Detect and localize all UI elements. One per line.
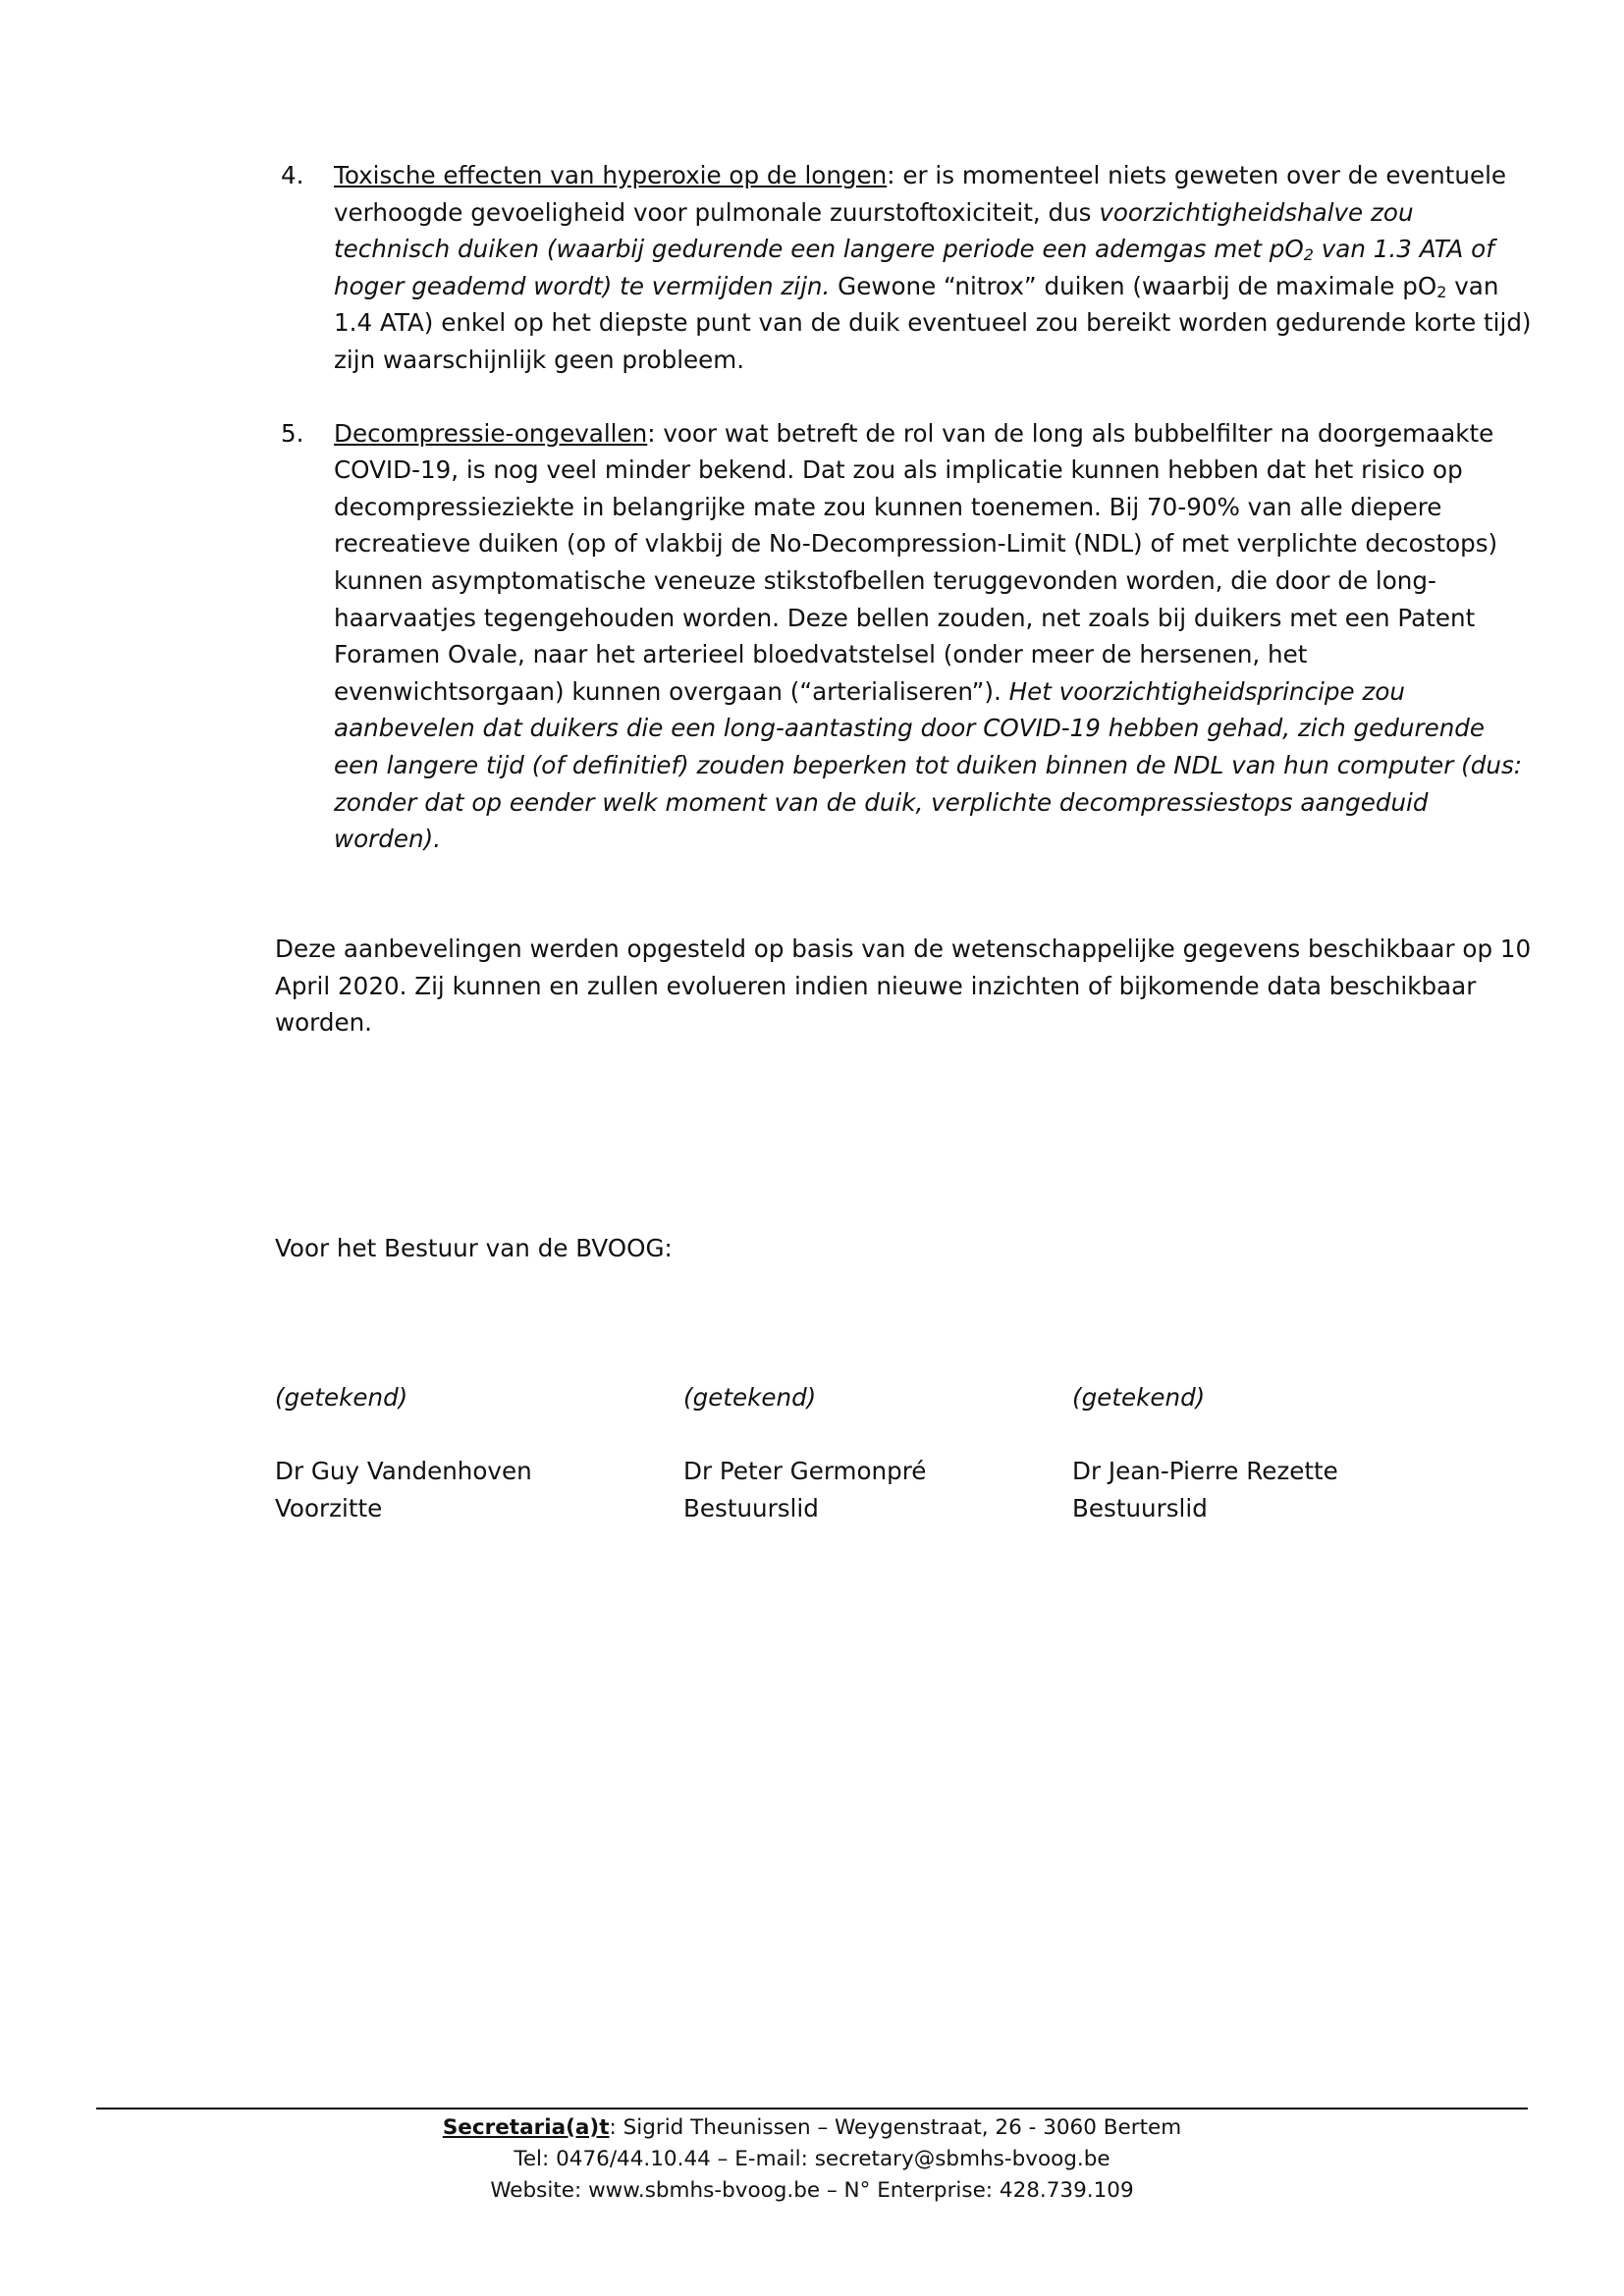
item-number: 5. <box>281 418 304 448</box>
signed-note: (getekend) <box>275 1383 408 1412</box>
item-text: : voor wat betreft de rol van de long als bubbelfilter na doorgemaakte COVID-19, is nog veel minder bekend. Dat zou als implicatie kunnen hebben dat het risico op decompressieziekte in belangrijke mate zou kunnen toenemen. Bij 70-90% van alle diepere recreatieve duiken (op of vlakbij de No-Decompression-Limit (NDL) of met verplichte decostops) kunnen asymptomatische veneuze stikstofbellen teruggevonden worden, die door de long-haarvaatjes tegengehouden worden. Deze bellen zouden, net zoals bij duikers met een Patent Foramen Ovale, naar het arterieel bloedvatstelsel (onder meer de hersenen, het evenwichtsorgaan) kunnen overgaan (“arterialiseren”). <box>334 418 1498 706</box>
item-emphasis: Het voorzichtigheidsprincipe zou aanbevelen dat duikers die een long-aantasting door COVID-19 hebben gehad, zich gedurende een langere tijd (of definitief) zouden beperken tot duiken binnen de NDL van hun computer (dus: zonder dat op eender welk moment van de duik, verplichte decompressiestops aangeduid worden). <box>334 676 1523 854</box>
subscript: 2 <box>1436 282 1447 301</box>
signed-note: (getekend) <box>683 1383 817 1412</box>
item-text: van 1.4 ATA) enkel op het diepste punt van de duik eventueel zou bereikt worden gedurende korte tijd) zijn waarschijnlijk geen probleem. <box>334 271 1532 374</box>
item-title: Toxische effecten van hyperoxie op de longen <box>334 161 888 189</box>
item-title: Decompressie-ongevallen <box>334 418 648 448</box>
signatory-role: Voorzitte <box>275 1493 383 1522</box>
signatory-name: Dr Jean-Pierre Rezette <box>1072 1457 1338 1486</box>
subscript: 2 <box>1303 245 1314 265</box>
item-text: : er is momenteel niets geweten over de eventuele verhoogde gevoeligheid voor pulmonale zuurstoftoxiciteit, dus <box>334 161 1507 227</box>
list-item <box>275 415 1532 858</box>
footer-contact: Tel: 0476/44.10.44 – E-mail: secretary@sbmhs-bvoog.be <box>514 2147 1110 2171</box>
secretariat-label: Secretaria(a)t <box>442 2115 610 2140</box>
signatory-1 <box>275 1379 532 1526</box>
item-text: Gewone “nitrox” duiken (waarbij de maximale pO <box>830 271 1437 300</box>
secretariat-text: : Sigrid Theunissen – Weygenstraat, 26 - 3060 Bertem <box>609 2115 1182 2140</box>
list-item <box>275 157 1532 379</box>
footer <box>0 2112 1624 2207</box>
signatory-name: Dr Guy Vandenhoven <box>275 1457 532 1486</box>
footer-website: Website: www.sbmhs-bvoog.be – N° Enterprise: 428.739.109 <box>490 2178 1134 2203</box>
item-emphasis: van 1.3 ATA of hoger geademd wordt) te vermijden zijn. <box>334 235 1494 300</box>
signatory-role: Bestuurslid <box>683 1493 819 1522</box>
signatory-3 <box>1072 1379 1338 1526</box>
item-number: 4. <box>281 161 304 189</box>
board-line: Voor het Bestuur van de BVOOG: <box>275 1234 673 1262</box>
footer-divider <box>96 2108 1528 2109</box>
footer-secretariat <box>0 2112 1624 2144</box>
recommendation-list <box>275 157 1532 894</box>
closing-paragraph: Deze aanbevelingen werden opgesteld op basis van de wetenschappelijke gegevens beschikbaar op 10 April 2020. Zij kunnen en zullen evolueren indien nieuwe inzichten of bijkomende data beschikbaar worden. <box>275 934 1532 1038</box>
signed-note: (getekend) <box>1072 1383 1206 1412</box>
signatory-role: Bestuurslid <box>1072 1493 1208 1522</box>
signatory-2 <box>683 1379 926 1526</box>
item-emphasis: voorzichtigheidshalve zou technisch duiken (waarbij gedurende een langere periode een ademgas met pO <box>334 197 1414 264</box>
signatory-name: Dr Peter Germonpré <box>683 1457 927 1486</box>
